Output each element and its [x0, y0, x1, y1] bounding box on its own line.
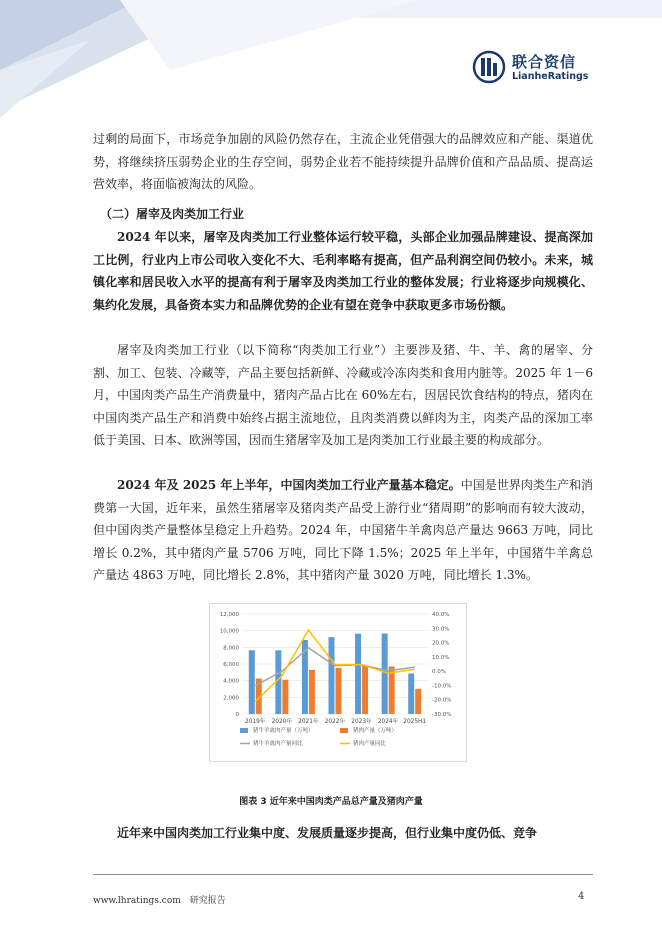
figure-caption: 图表 3 近年来中国肉类产品总产量及猪肉产量 — [239, 797, 423, 807]
section-heading: （二）屠宰及肉类加工行业 — [100, 207, 245, 221]
right-tick-label: 0.0% — [432, 669, 446, 676]
lianhe-logo-icon — [472, 50, 506, 84]
left-tick-label: 10,000 — [219, 628, 239, 635]
x-tick-label: 2022年 — [324, 719, 346, 725]
left-tick-label: 12,000 — [219, 612, 239, 618]
bar-pork — [415, 689, 421, 714]
output-body: 中国是世界肉类生产和消费第一大国，近年来，虽然生猪屠宰及猪肉类产品受上游行业“猪周期”的影响而有较大波动，但中国肉类产量整体呈稳定上升趋势。2024 年，中国猪牛羊禽肉总产量达 9663 万吨，同比增长 0.2%，其中猪肉产量 5706 万吨，同比下降 1.5%；2025 年上半年，中国猪牛羊禽总产量达 4863 万吨，同比增长 2.8%，其中猪肉产量 3020 万吨，同比增长 1.3%。 — [93, 478, 593, 582]
meat-output-chart — [209, 603, 467, 762]
paragraph-concentration: 近年来中国肉类加工行业集中度、发展质量逐步提高，但行业集中度仍低、竞争 — [117, 826, 538, 840]
x-tick-label: 2023年 — [351, 719, 372, 725]
left-tick-label: 8,000 — [223, 645, 239, 652]
right-tick-label: 20.0% — [432, 640, 450, 647]
page-number: 4 — [578, 891, 585, 902]
bar-total — [408, 673, 414, 714]
logo-en-text: LianheRatings — [512, 71, 589, 82]
right-tick-label: -20.0% — [432, 697, 452, 704]
left-tick-label: 0 — [235, 712, 239, 718]
legend-label: 猪肉产量同比 — [353, 741, 387, 747]
legend-swatch — [240, 728, 248, 733]
company-logo — [472, 50, 622, 90]
right-tick-label: 10.0% — [432, 654, 450, 661]
chart-svg — [210, 604, 466, 761]
legend-label: 猪牛羊禽肉产量同比 — [253, 741, 303, 747]
output-lead: 2024 年及 2025 年上半年，中国肉类加工行业产量基本稳定。 — [117, 478, 461, 492]
left-tick-label: 2,000 — [223, 695, 239, 702]
bar-total — [382, 633, 388, 714]
x-tick-label: 2021年 — [298, 719, 319, 725]
bar-total — [355, 634, 361, 714]
paragraph-overcapacity: 过剩的局面下，市场竞争加剧的风险仍然存在，主流企业凭借强大的品牌效应和产能、渠道优势，将继续挤压弱势企业的生存空间，弱势企业若不能持续提升品牌价值和产品品质、提高运营效率，将面临被淘汰的风险。 — [93, 132, 593, 191]
paragraph-output — [93, 474, 593, 587]
right-tick-label: -30.0% — [432, 712, 452, 718]
x-tick-label: 2024年 — [377, 719, 399, 725]
paragraph-summary: 2024 年以来，屠宰及肉类加工行业整体运行较平稳，头部企业加强品牌建设、提高深加工比例，行业内上市公司收入变化不大、毛利率略有提高，但产品利润空间仍较小。未来，城镇化率和居民收入水平的提高有利于屠宰及肉类加工行业的整体发展；行业将逐步向规模化、集约化发展，具备资本实力和品牌优势的企业有望在竞争中获取更多市场份额。 — [93, 230, 593, 312]
x-tick-label: 2020年 — [271, 719, 293, 725]
bar-pork — [282, 680, 288, 714]
bar-pork — [309, 670, 315, 714]
bar-pork — [362, 666, 368, 714]
footer-website: www.lhratings.com 研究报告 — [93, 896, 226, 906]
footer-divider — [93, 874, 593, 875]
bar-total — [329, 637, 335, 714]
x-tick-label: 2019年 — [245, 719, 266, 725]
bar-total — [249, 650, 255, 714]
legend-swatch — [340, 728, 348, 733]
left-tick-label: 6,000 — [223, 662, 239, 668]
x-tick-label: 2025H1 — [403, 719, 427, 725]
right-tick-label: -10.0% — [432, 683, 452, 690]
left-tick-label: 4,000 — [223, 678, 239, 685]
right-tick-label: 30.0% — [432, 626, 450, 633]
logo-cn-text: 联合资信 — [512, 53, 577, 71]
right-tick-label: 40.0% — [432, 612, 450, 618]
legend-label: 猪牛羊禽肉产量（万吨） — [253, 728, 314, 734]
bar-pork — [336, 668, 342, 714]
paragraph-industry-intro: 屠宰及肉类加工行业（以下简称“肉类加工行业”）主要涉及猪、牛、羊、禽的屠宰、分割、加工、包装、冷藏等，产品主要包括新鲜、冷藏或冷冻肉类和食用内脏等。2025 年 1－6 月，中国肉类产品生产消费量中，猪肉产品占比在 60%左右，因居民饮食结构的特点，猪肉在中国肉类产品生产和消费中始终占据主流地位，且肉类消费以鲜肉为主，肉类产品的深加工率低于美国、日本、欧洲等国，因而生猪屠宰及加工是肉类加工行业最主要的构成部分。 — [93, 343, 593, 447]
legend-label: 猪肉产量（万吨） — [353, 728, 398, 734]
